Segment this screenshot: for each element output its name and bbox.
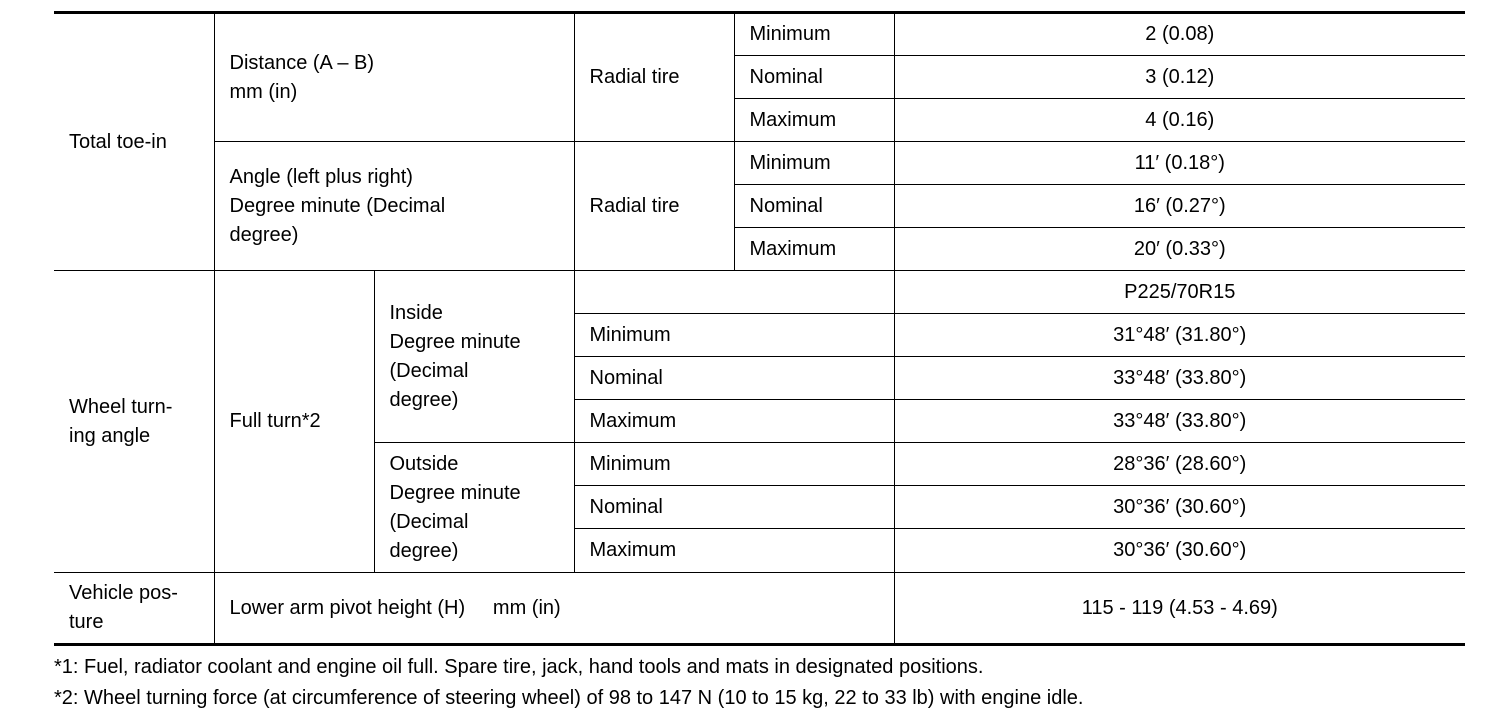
spec-value: 33°48′ (33.80°): [894, 357, 1465, 400]
row-label: Maximum: [734, 228, 894, 271]
spec-value: 20′ (0.33°): [894, 228, 1465, 271]
full-turn-label: Full turn*2: [214, 271, 374, 573]
footnote-2: *2: Wheel turning force (at circumference of steering wheel) of 98 to 147 N (10 to 15 kg, 22 to 33 lb) with engine idle.: [54, 687, 1084, 709]
row-label: Nominal: [734, 185, 894, 228]
spec-value: 28°36′ (28.60°): [894, 443, 1465, 486]
row-label: Nominal: [574, 357, 894, 400]
row-label: Maximum: [734, 99, 894, 142]
angle-label: Angle (left plus right) Degree minute (Decimal degree): [214, 142, 574, 271]
spec-value: 30°36′ (30.60°): [894, 529, 1465, 573]
spec-value: 2 (0.08): [894, 13, 1465, 56]
vehicle-posture-label: Vehicle pos- ture: [54, 573, 214, 645]
footnotes: [54, 652, 1083, 714]
spec-value: 31°48′ (31.80°): [894, 314, 1465, 357]
inside-label: Inside Degree minute (Decimal degree): [374, 271, 574, 443]
distance-label: Distance (A – B) mm (in): [214, 13, 574, 142]
lower-arm-pivot-label: Lower arm pivot height (H) mm (in): [214, 573, 894, 645]
row-label: Minimum: [574, 443, 894, 486]
row-label: Minimum: [574, 314, 894, 357]
table-row: [54, 13, 1465, 56]
tire-size-header: P225/70R15: [894, 271, 1465, 314]
tire-size-header-blank: [574, 271, 894, 314]
spec-value: 115 - 119 (4.53 - 4.69): [894, 573, 1465, 645]
row-label: Maximum: [574, 529, 894, 573]
row-label: Nominal: [574, 486, 894, 529]
angle-tire-type: Radial tire: [574, 142, 734, 271]
spec-value: 16′ (0.27°): [894, 185, 1465, 228]
wheel-turning-angle-label: Wheel turn- ing angle: [54, 271, 214, 573]
alignment-spec-table: [54, 11, 1465, 646]
row-label: Minimum: [734, 142, 894, 185]
outside-label: Outside Degree minute (Decimal degree): [374, 443, 574, 573]
footnote-1: *1: Fuel, radiator coolant and engine oil full. Spare tire, jack, hand tools and mats in designated positions.: [54, 656, 984, 678]
row-label: Minimum: [734, 13, 894, 56]
table-row: [54, 573, 1465, 645]
spec-value: 11′ (0.18°): [894, 142, 1465, 185]
spec-value: 4 (0.16): [894, 99, 1465, 142]
table-row: [54, 271, 1465, 314]
spec-value: 3 (0.12): [894, 56, 1465, 99]
distance-tire-type: Radial tire: [574, 13, 734, 142]
row-label: Nominal: [734, 56, 894, 99]
table-row: [54, 142, 1465, 185]
spec-value: 30°36′ (30.60°): [894, 486, 1465, 529]
row-label: Maximum: [574, 400, 894, 443]
total-toe-in-label: Total toe-in: [54, 13, 214, 271]
spec-value: 33°48′ (33.80°): [894, 400, 1465, 443]
